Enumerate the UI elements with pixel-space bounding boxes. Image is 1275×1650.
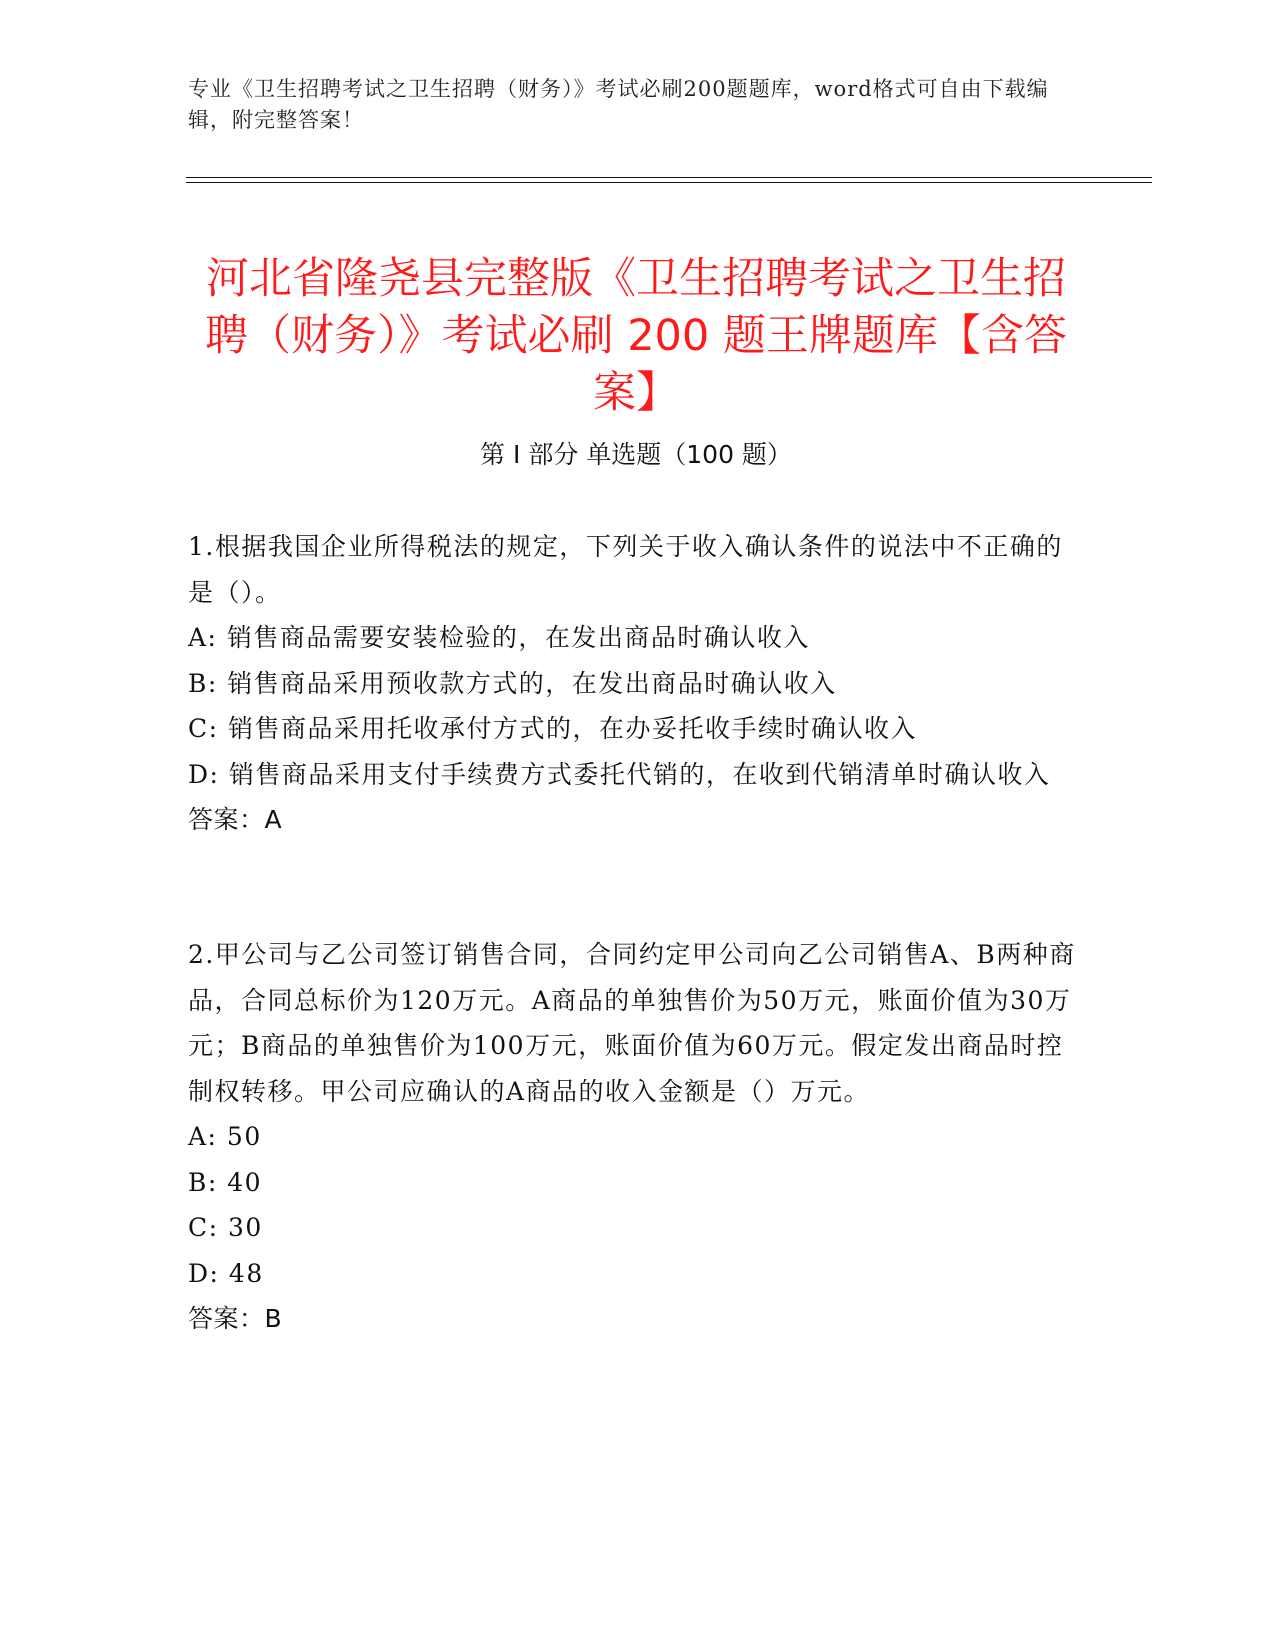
document-title: 河北省隆尧县完整版《卫生招聘考试之卫生招聘（财务）》考试必刷 200 题王牌题库【含答案】 bbox=[205, 253, 1067, 418]
header-rule-bottom bbox=[186, 182, 1152, 183]
option-a: A: 销售商品需要安装检验的，在发出商品时确认收入 bbox=[188, 623, 810, 652]
header-rule-top bbox=[186, 177, 1152, 178]
section-title: 第 I 部分 单选题（100 题） bbox=[480, 440, 792, 469]
question-stem: 1.根据我国企业所得税法的规定，下列关于收入确认条件的说法中不正确的是（）。 bbox=[188, 532, 1063, 607]
option-d: D: 销售商品采用支付手续费方式委托代销的，在收到代销清单时确认收入 bbox=[188, 759, 1051, 789]
answer: 答案：B bbox=[188, 1304, 283, 1333]
header-note: 专业《卫生招聘考试之卫生招聘（财务）》考试必刷200题题库，word格式可自由下载编辑，附完整答案！ bbox=[188, 77, 1049, 132]
option-b: B: 销售商品采用预收款方式的，在发出商品时确认收入 bbox=[188, 668, 837, 698]
question-1 bbox=[188, 524, 1078, 843]
option-c: C: 销售商品采用托收承付方式的，在办妥托收手续时确认收入 bbox=[188, 714, 918, 743]
question-2 bbox=[188, 932, 1078, 1342]
option-c: C: 30 bbox=[188, 1213, 263, 1242]
question-stem: 2.甲公司与乙公司签订销售合同，合同约定甲公司向乙公司销售A、B两种商品，合同总标价为120万元。A商品的单独售价为50万元，账面价值为30万元；B商品的单独售价为100万元，账面价值为60万元。假定发出商品时控制权转移。甲公司应确认的A商品的收入金额是（）万元。 bbox=[188, 940, 1076, 1106]
answer: 答案：A bbox=[188, 805, 283, 834]
option-a: A: 50 bbox=[188, 1122, 262, 1151]
option-b: B: 40 bbox=[188, 1167, 263, 1197]
option-d: D: 48 bbox=[188, 1258, 264, 1288]
